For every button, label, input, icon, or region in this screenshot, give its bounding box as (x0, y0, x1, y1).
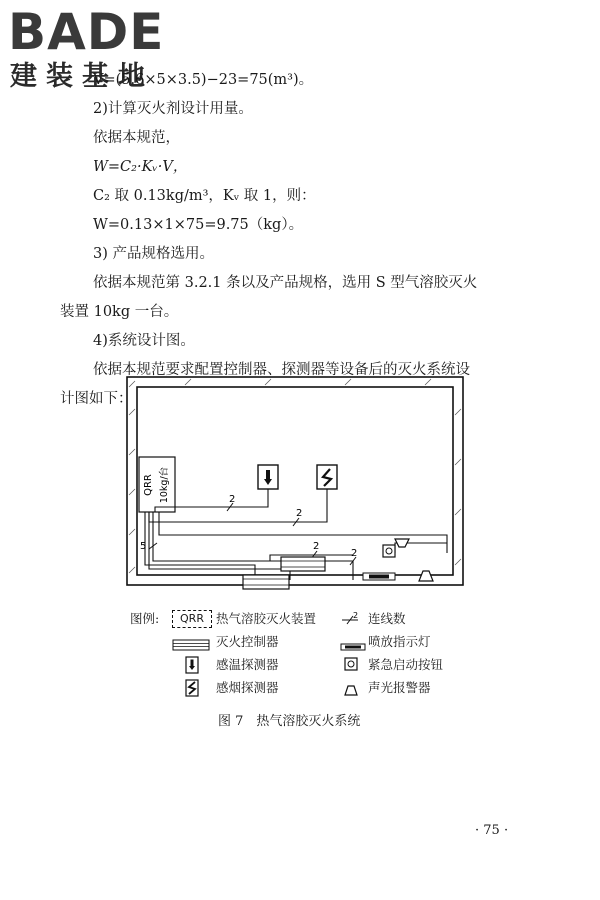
system-diagram (125, 375, 465, 615)
legend-label-smoke-detector: 感烟探测器 (216, 680, 279, 695)
text-line: 装置 10kg 一台。 (60, 304, 179, 320)
qrr-device (139, 457, 175, 512)
fire-controller (281, 557, 325, 571)
heat-detector-legend-icon (185, 656, 199, 674)
qrr-legend-icon: QRR (172, 610, 212, 628)
room-walls (127, 377, 463, 585)
release-light-legend-icon (340, 637, 366, 647)
heat-detector (258, 465, 278, 489)
text-line: 依据本规范要求配置控制器、探测器等设备后的灭火系统设 (93, 362, 470, 378)
fire-controller (243, 575, 289, 589)
wire-count-label: 2 (351, 548, 358, 559)
legend-title: 图例: (130, 611, 160, 626)
wire-count-marks (149, 503, 356, 565)
wire-count-label: 2 (296, 508, 303, 519)
alarm-legend-icon (344, 681, 358, 693)
legend-label-controller: 灭火控制器 (216, 634, 279, 649)
text-line: 依据本规范， (93, 130, 180, 146)
qrr-device-spec: 10kg/台 (159, 466, 170, 504)
legend-label-release-light: 喷放指示灯 (368, 634, 431, 649)
text-line: C₂ 取 0.13kg/m³，Kᵥ 取 1，则： (93, 188, 316, 204)
wire-count-label: 5 (140, 541, 147, 552)
legend-label-qrr: 热气溶胶灭火装置 (216, 611, 317, 626)
emergency-start-button (383, 545, 395, 557)
wall-hatching (129, 379, 461, 573)
legend-label-emergency-button: 紧急启动按钮 (368, 657, 444, 672)
release-indicator-light (363, 573, 395, 580)
emergency-button-legend-icon (344, 656, 358, 670)
watermark-subtitle: 建装基地 (10, 61, 154, 92)
text-line: 3) 产品规格选用。 (93, 246, 214, 262)
wire-count-legend-icon (340, 610, 360, 626)
text-line: W=0.13×1×75=9.75（kg）。 (93, 217, 304, 233)
text-line: 依据本规范第 3.2.1 条以及产品规格，选用 S 型气溶胶灭火 (93, 275, 478, 291)
wire-count-legend-number: 2 (353, 611, 359, 620)
text-line: V=(5.6×5×3.5)−23=75(m³)。 (93, 72, 314, 88)
qrr-device-label: QRR (143, 474, 154, 496)
text-line: 2)计算灭火剂设计用量。 (93, 101, 253, 117)
wire-count-label: 2 (313, 541, 320, 552)
page-number: · 75 · (475, 823, 509, 838)
watermark-brand: BADE (8, 3, 165, 61)
text-line: 计图如下： (60, 391, 133, 407)
smoke-detector-legend-icon (185, 679, 199, 697)
legend-label-wires: 连线数 (368, 611, 406, 626)
figure-caption: 图 7 热气溶胶灭火系统 (218, 714, 361, 729)
smoke-detector (317, 465, 337, 489)
controller-legend-icon (172, 636, 210, 648)
wire-count-label: 2 (229, 494, 236, 505)
legend-label-alarm: 声光报警器 (368, 680, 431, 695)
text-line: 4)系统设计图。 (93, 333, 195, 349)
text-line: W=C₂·Kᵥ·V， (93, 159, 188, 175)
legend-label-heat-detector: 感温探测器 (216, 657, 279, 672)
